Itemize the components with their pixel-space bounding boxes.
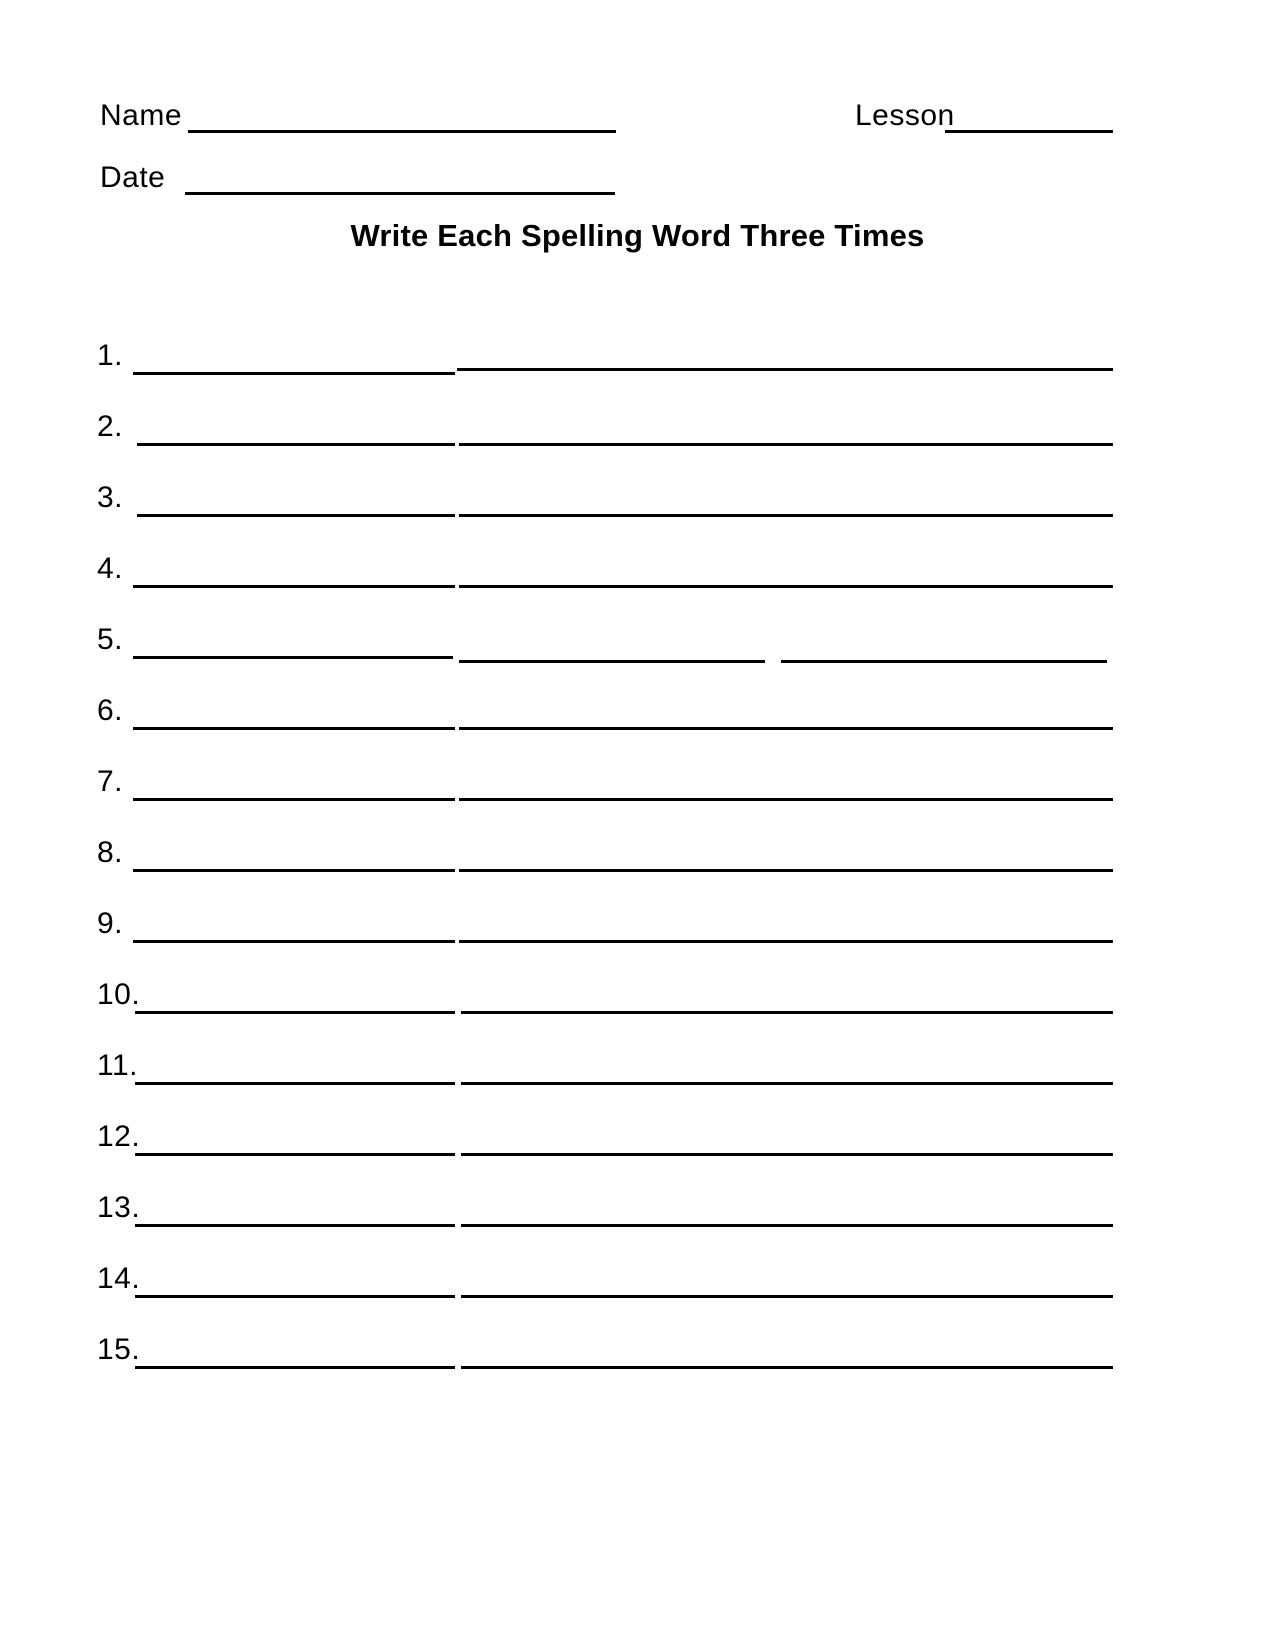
- list-item: [97, 551, 1117, 622]
- list-item: [97, 1119, 1117, 1190]
- write-line-segment-2[interactable]: [459, 727, 1113, 730]
- list-item: [97, 480, 1117, 551]
- write-line-segment-2[interactable]: [461, 1082, 1113, 1085]
- list-item: [97, 906, 1117, 977]
- write-line-segment-2[interactable]: [459, 869, 1113, 872]
- lesson-label: Lesson: [855, 99, 955, 132]
- write-line-segment-2[interactable]: [461, 1366, 1113, 1369]
- name-label: Name: [100, 99, 183, 132]
- write-line-segment-1[interactable]: [135, 1011, 455, 1014]
- write-line-segment-1[interactable]: [135, 1366, 455, 1369]
- write-line-segment-1[interactable]: [135, 1224, 455, 1227]
- name-lesson-row: [100, 90, 1115, 194]
- write-line-segment-2[interactable]: [461, 1153, 1113, 1156]
- line-number: 6.: [97, 694, 124, 727]
- list-item: [97, 409, 1117, 480]
- line-number: 10.: [97, 978, 141, 1011]
- write-line-segment-1[interactable]: [135, 1153, 455, 1156]
- list-item: [97, 622, 1117, 693]
- write-line-segment-2[interactable]: [461, 1011, 1113, 1014]
- line-number: 8.: [97, 836, 124, 869]
- write-line-segment-1[interactable]: [135, 1082, 455, 1085]
- write-line-segment-1[interactable]: [135, 1295, 455, 1298]
- line-number: 5.: [97, 623, 124, 656]
- date-label: Date: [100, 161, 166, 194]
- write-line-segment-1[interactable]: [133, 372, 455, 375]
- write-line-segment-1[interactable]: [133, 585, 455, 588]
- write-line-segment-1[interactable]: [133, 656, 453, 659]
- line-number: 11.: [97, 1049, 138, 1082]
- list-item: [97, 1190, 1117, 1261]
- write-line-segment-2[interactable]: [459, 798, 1113, 801]
- page-title: Write Each Spelling Word Three Times: [350, 218, 925, 253]
- list-item: [97, 693, 1117, 764]
- spelling-lines-list: [97, 338, 1117, 1403]
- write-line-segment-1[interactable]: [133, 727, 455, 730]
- write-line-segment-1[interactable]: [137, 514, 455, 517]
- list-item: [97, 764, 1117, 835]
- write-line-segment-2[interactable]: [459, 660, 765, 663]
- write-line-segment-2[interactable]: [461, 1224, 1113, 1227]
- line-number: 4.: [97, 552, 124, 585]
- worksheet-header: [100, 90, 1115, 194]
- line-number: 13.: [97, 1191, 141, 1224]
- list-item: [97, 835, 1117, 906]
- write-line-segment-2[interactable]: [459, 514, 1113, 517]
- write-line-segment-1[interactable]: [133, 798, 455, 801]
- list-item: [97, 1261, 1117, 1332]
- line-number: 14.: [97, 1262, 141, 1295]
- name-input-line[interactable]: [188, 130, 616, 133]
- line-number: 2.: [97, 410, 124, 443]
- write-line-segment-1[interactable]: [133, 940, 455, 943]
- write-line-segment-2[interactable]: [459, 585, 1113, 588]
- line-number: 9.: [97, 907, 124, 940]
- write-line-segment-2[interactable]: [457, 368, 1113, 371]
- list-item: [97, 338, 1117, 409]
- line-number: 1.: [97, 339, 124, 372]
- write-line-segment-2[interactable]: [459, 443, 1113, 446]
- write-line-segment-1[interactable]: [137, 443, 455, 446]
- list-item: [97, 977, 1117, 1048]
- date-input-line[interactable]: [185, 192, 615, 195]
- line-number: 15.: [97, 1333, 141, 1366]
- list-item: [97, 1048, 1117, 1119]
- line-number: 7.: [97, 765, 124, 798]
- line-number: 12.: [97, 1120, 141, 1153]
- write-line-segment-3[interactable]: [781, 660, 1107, 663]
- write-line-segment-2[interactable]: [459, 940, 1113, 943]
- write-line-segment-2[interactable]: [461, 1295, 1113, 1298]
- list-item: [97, 1332, 1117, 1403]
- lesson-input-line[interactable]: [945, 130, 1113, 133]
- write-line-segment-1[interactable]: [133, 869, 455, 872]
- line-number: 3.: [97, 481, 124, 514]
